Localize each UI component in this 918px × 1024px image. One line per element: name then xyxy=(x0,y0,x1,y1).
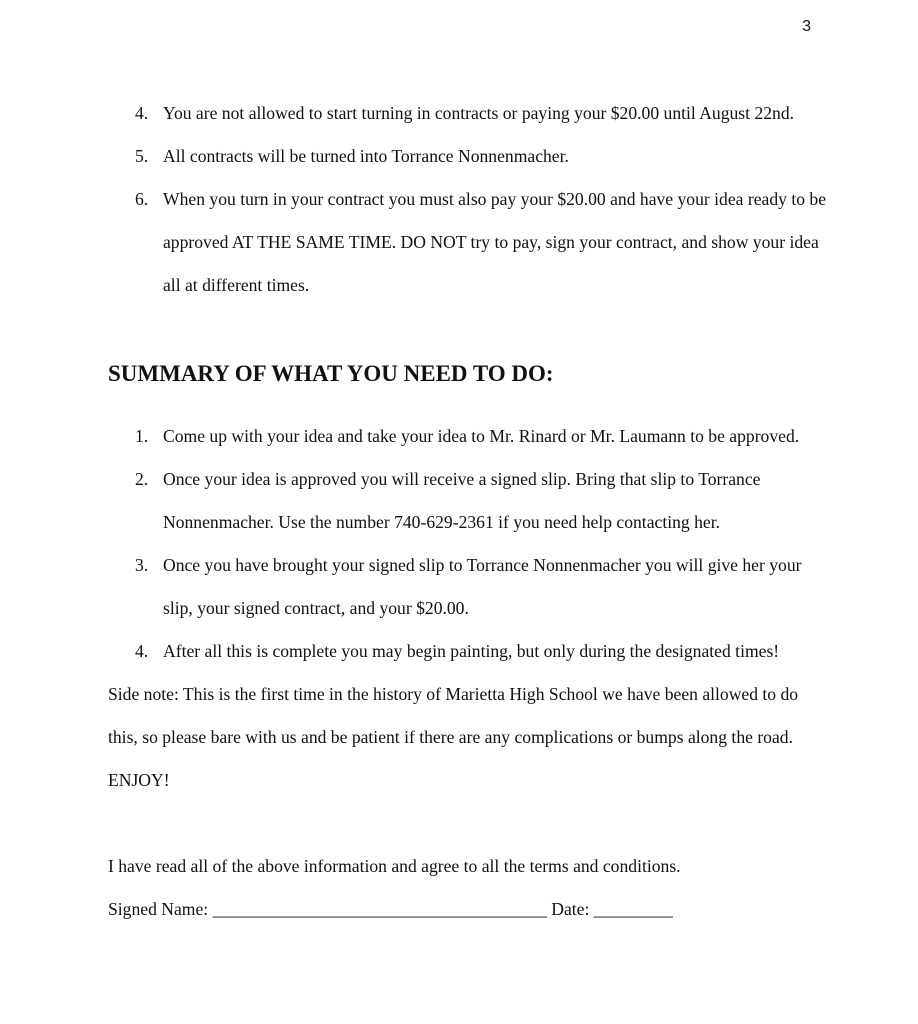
list-item-number: 2. xyxy=(135,469,149,489)
rules-list xyxy=(108,92,828,307)
list-item-text: All contracts will be turned into Torrance Nonnenmacher. xyxy=(163,146,569,166)
date-blank: _________ xyxy=(593,899,673,919)
list-item-text: After all this is complete you may begin painting, but only during the designated times! xyxy=(163,641,780,661)
signed-name-blank: ______________________________________ xyxy=(212,899,547,919)
list-item-number: 6. xyxy=(135,189,149,209)
list-item xyxy=(108,135,828,178)
closing-text: ENJOY! xyxy=(108,770,170,790)
signed-name-label: Signed Name: xyxy=(108,899,209,919)
list-item-number: 1. xyxy=(135,426,149,446)
signature-line xyxy=(108,888,828,931)
list-item-text: You are not allowed to start turning in contracts or paying your $20.00 until August 22nd. xyxy=(163,103,795,123)
list-item-number: 4. xyxy=(135,641,149,661)
list-item-text: Once your idea is approved you will receive a signed slip. Bring that slip to Torrance Nonnenmacher. Use the number 740-629-2361 if you need help contacting her. xyxy=(163,469,761,532)
list-item-text: When you turn in your contract you must also pay your $20.00 and have your idea ready to be approved AT THE SAME TIME. DO NOT try to pay, sign your contract, and show your idea all at different times. xyxy=(163,189,827,295)
summary-heading: SUMMARY OF WHAT YOU NEED TO DO: xyxy=(108,361,554,386)
document-body xyxy=(108,92,828,931)
date-label: Date: xyxy=(551,899,590,919)
spacer xyxy=(108,802,828,845)
side-note: Side note: This is the first time in the history of Marietta High School we have been allowed to do this, so please bare with us and be patient if there are any complications or bumps along the road. xyxy=(108,684,799,747)
list-item xyxy=(108,458,828,544)
list-item xyxy=(108,630,828,673)
list-item-number: 3. xyxy=(135,555,149,575)
list-item xyxy=(108,544,828,630)
list-item-text: Come up with your idea and take your idea to Mr. Rinard or Mr. Laumann to be approved. xyxy=(163,426,800,446)
summary-list xyxy=(108,415,828,673)
list-item xyxy=(108,178,828,307)
page-number: 3 xyxy=(802,18,811,35)
list-item xyxy=(108,92,828,135)
list-item xyxy=(108,415,828,458)
list-item-number: 5. xyxy=(135,146,149,166)
list-item-number: 4. xyxy=(135,103,149,123)
agreement-statement: I have read all of the above information and agree to all the terms and conditions. xyxy=(108,856,681,876)
list-item-text: Once you have brought your signed slip to Torrance Nonnenmacher you will give her your slip, your signed contract, and your $20.00. xyxy=(163,555,802,618)
